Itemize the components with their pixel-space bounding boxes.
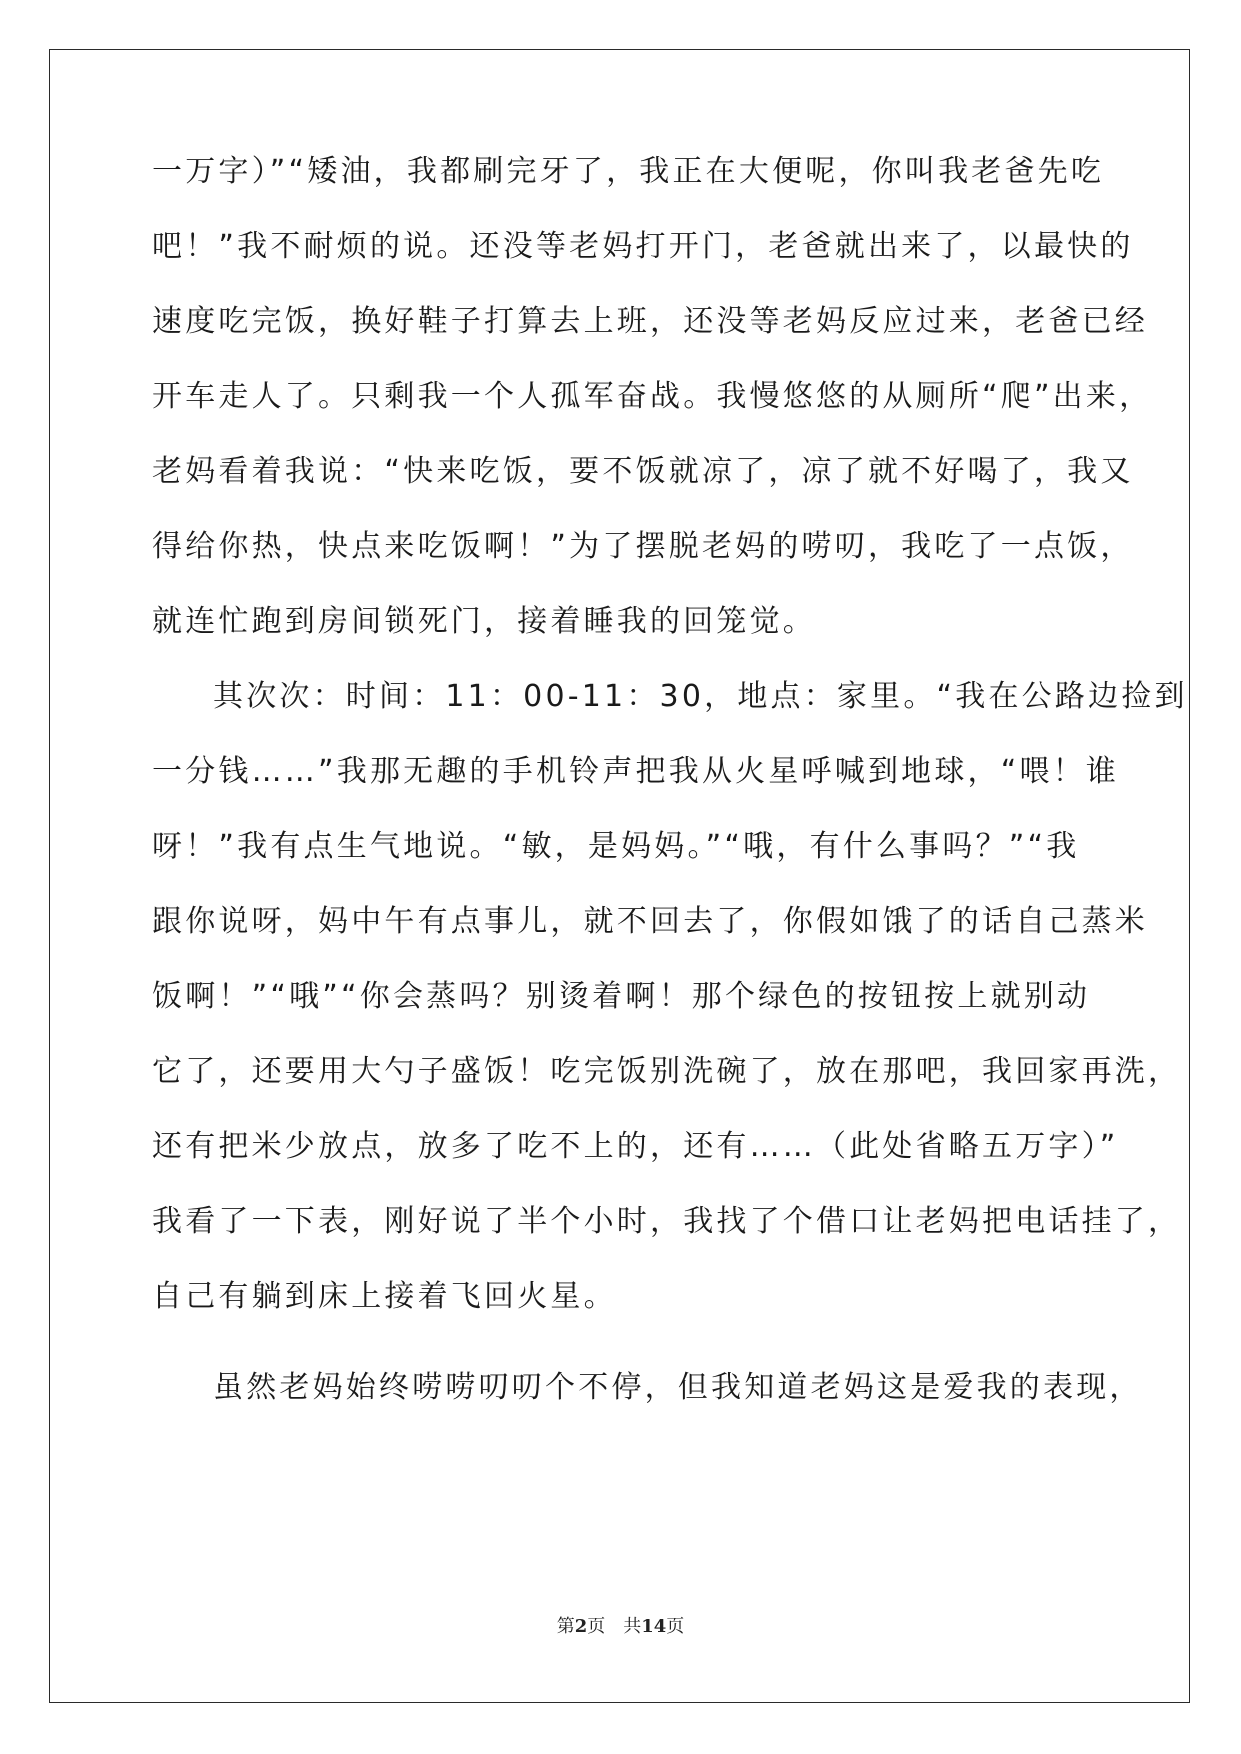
text-line: 一万字）”“矮油，我都刷完牙了，我正在大便呢，你叫我老爸先吃 (152, 154, 1105, 189)
footer-mid: 页 共 (587, 1616, 642, 1637)
text-line: 还有把米少放点，放多了吃不上的，还有……（此处省略五万字）” (152, 1129, 1119, 1164)
text-line: 我看了一下表，刚好说了半个小时，我找了个借口让老妈把电话挂了， (152, 1204, 1182, 1239)
footer-prefix: 第 (556, 1616, 575, 1637)
text-line: 得给你热，快点来吃饭啊！”为了摆脱老妈的唠叨，我吃了一点饭， (152, 529, 1134, 564)
current-page-number: 2 (574, 1616, 588, 1637)
paragraph-start-line: 其次次：时间：11：00-11：30，地点：家里。“我在公路边捡到 (213, 679, 1188, 714)
footer-suffix: 页 (666, 1616, 685, 1637)
page-number-footer (0, 1612, 1241, 1638)
text-line: 就连忙跑到房间锁死门，接着睡我的回笼觉。 (152, 604, 816, 639)
text-line: 吧！”我不耐烦的说。还没等老妈打开门，老爸就出来了，以最快的 (152, 229, 1134, 264)
text-line: 速度吃完饭，换好鞋子打算去上班，还没等老妈反应过来，老爸已经 (152, 304, 1148, 339)
paragraph-start-line: 虽然老妈始终唠唠叨叨个不停，但我知道老妈这是爱我的表现， (213, 1370, 1143, 1405)
text-line: 开车走人了。只剩我一个人孤军奋战。我慢悠悠的从厕所“爬”出来， (152, 379, 1153, 414)
page-border (49, 49, 1190, 1703)
text-line: 老妈看着我说：“快来吃饭，要不饭就凉了，凉了就不好喝了，我又 (152, 454, 1134, 489)
text-line: 它了，还要用大勺子盛饭！吃完饭别洗碗了，放在那吧，我回家再洗， (152, 1054, 1182, 1089)
text-line: 饭啊！”“哦”“你会蒸吗？别烫着啊！那个绿色的按钮按上就别动 (152, 979, 1091, 1014)
text-line: 一分钱……”我那无趣的手机铃声把我从火星呼喊到地球，“喂！谁 (152, 754, 1120, 789)
text-line: 自己有躺到床上接着飞回火星。 (152, 1279, 617, 1314)
text-line: 跟你说呀，妈中午有点事儿，就不回去了，你假如饿了的话自己蒸米 (152, 904, 1148, 939)
total-page-count: 14 (641, 1616, 667, 1637)
text-line: 呀！”我有点生气地说。“敏，是妈妈。”“哦，有什么事吗？”“我 (152, 829, 1080, 864)
